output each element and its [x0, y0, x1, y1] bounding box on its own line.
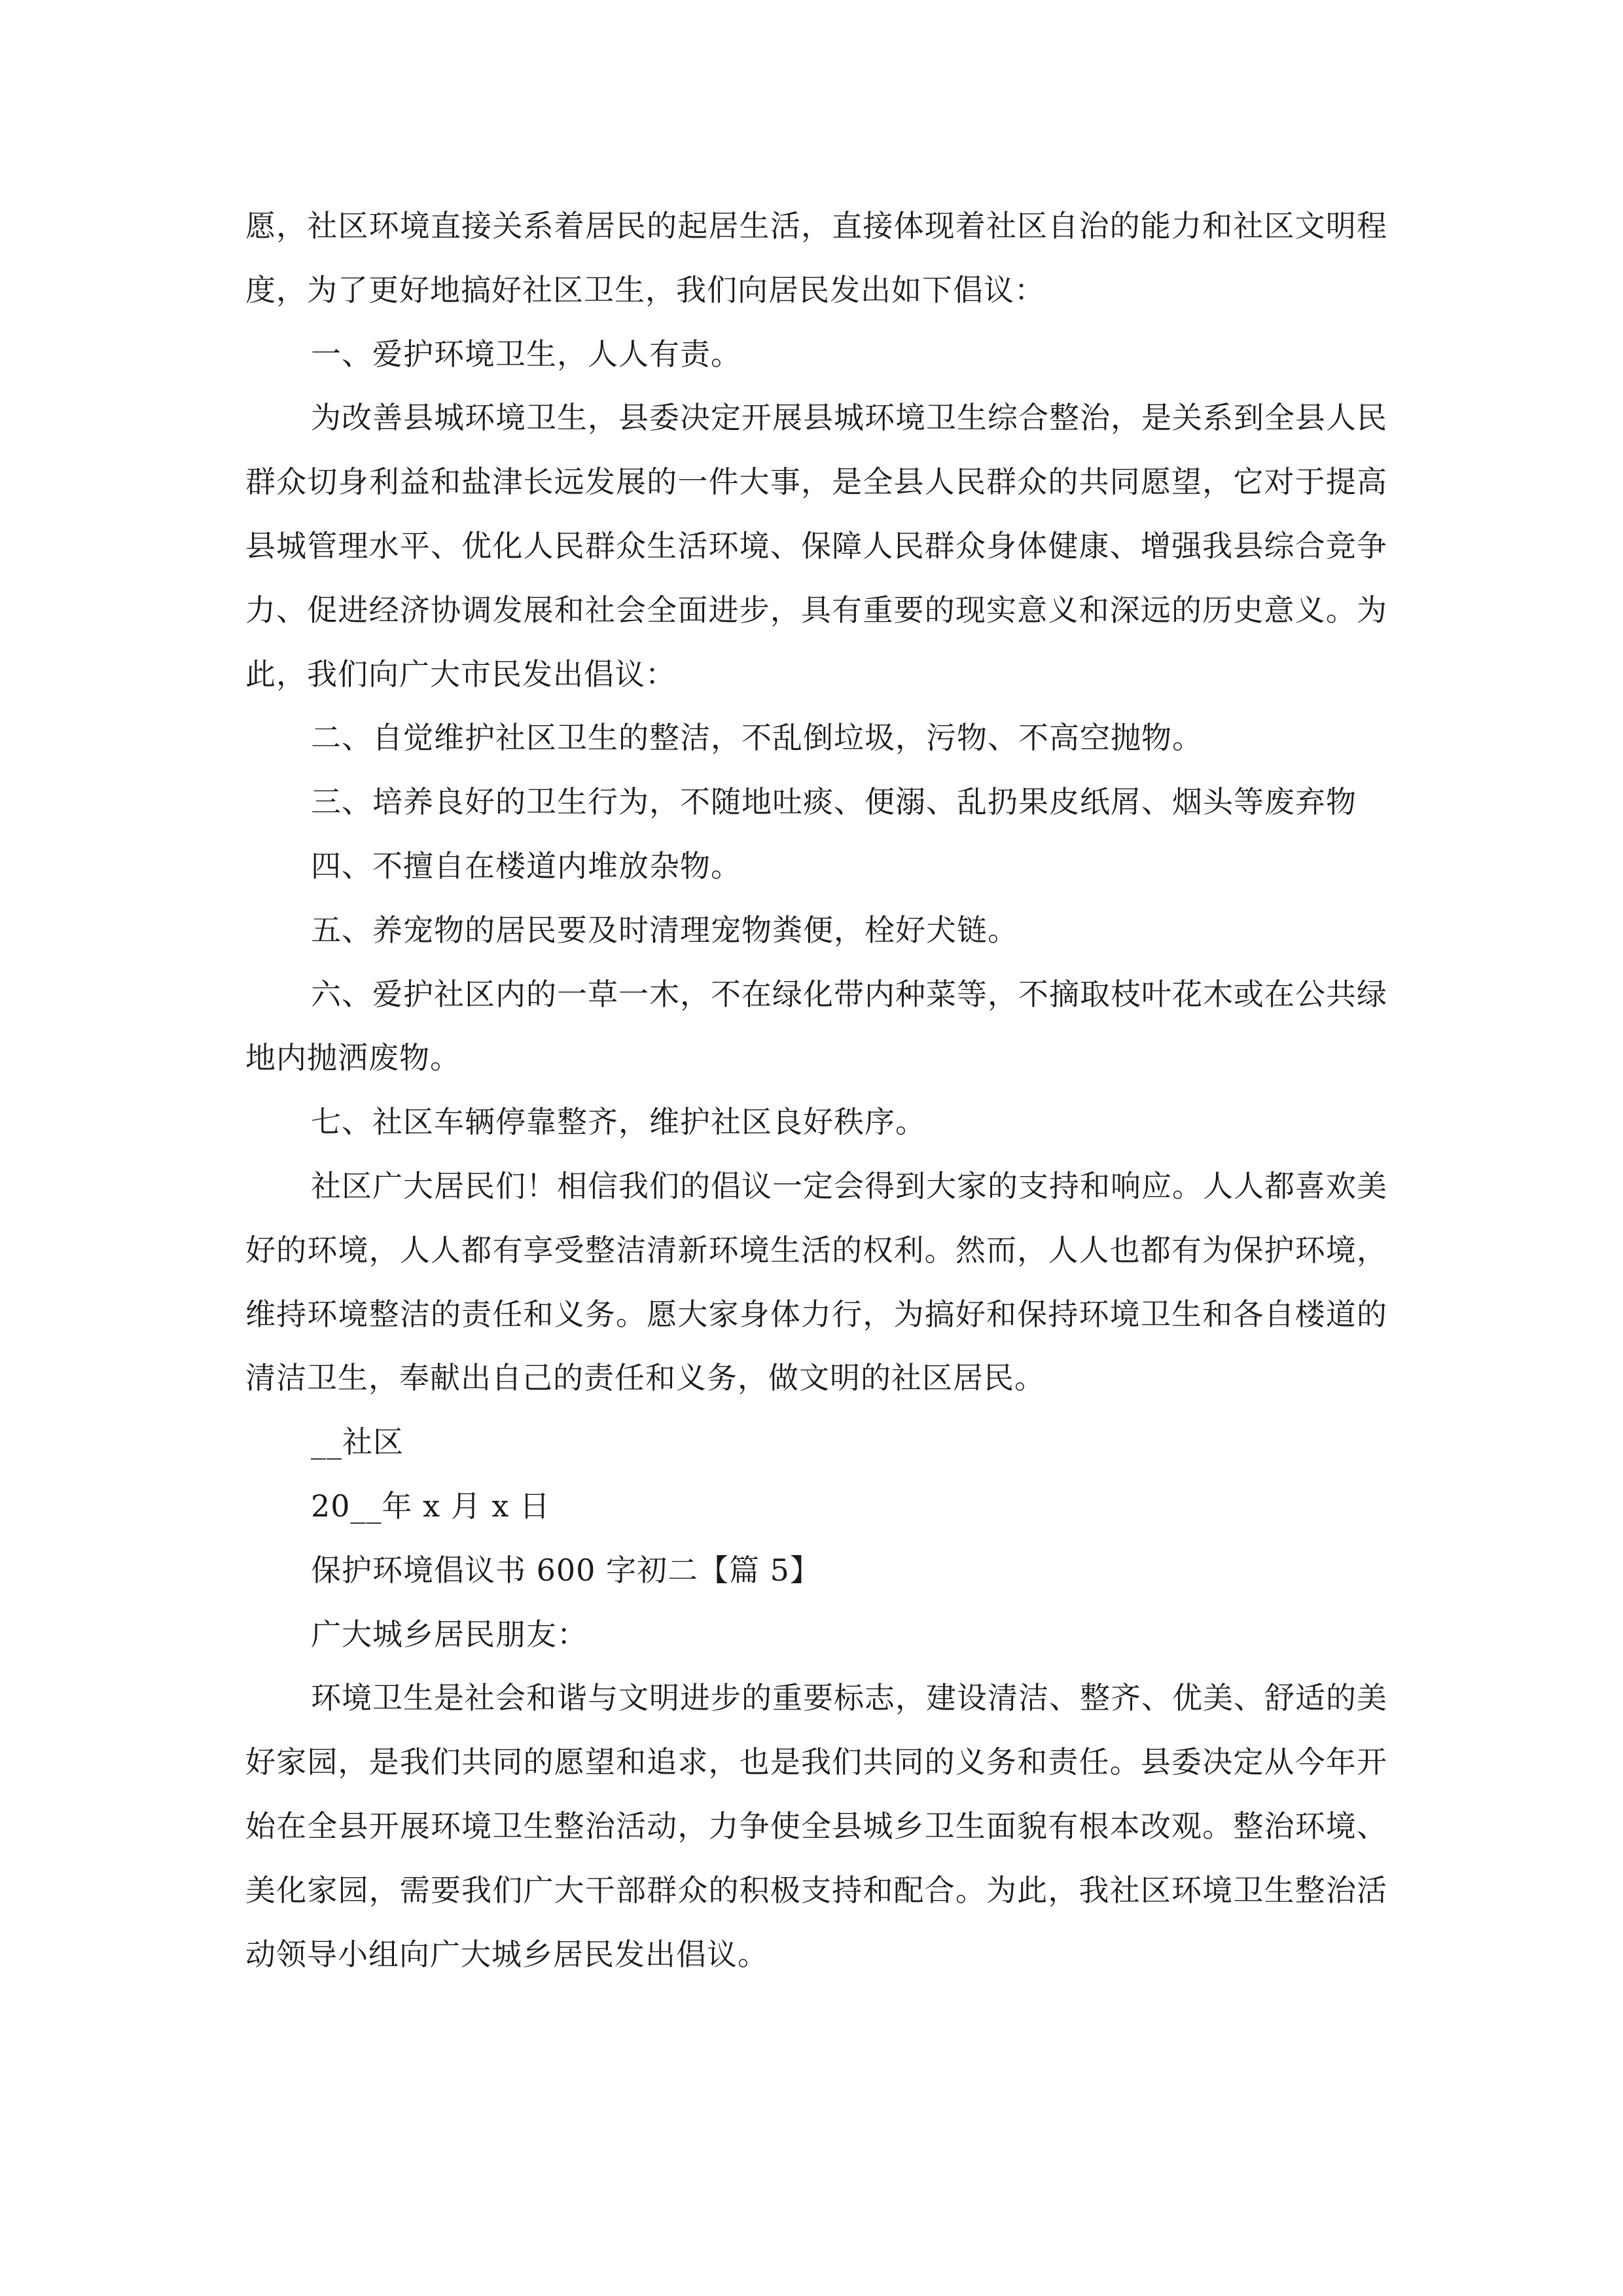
- paragraph-closing-appeal: 社区广大居民们！相信我们的倡议一定会得到大家的支持和响应。人人都喜欢美好的环境，人人都有享受整洁清新环境生活的权利。然而，人人也都有为保护环境，维持环境整洁的责任和义务。愿大家身体力行，为搞好和保持环境卫生和各自楼道的清洁卫生，奉献出自己的责任和义务，做文明的社区居民。: [245, 1168, 1387, 1396]
- proposal-item-6: 六、爱护社区内的一草一木，不在绿化带内种菜等，不摘取枝叶花木或在公共绿地内抛洒废物。: [245, 976, 1387, 1076]
- proposal-item-1: 一、爱护环境卫生，人人有责。: [311, 336, 741, 372]
- paragraph-intro: 环境卫生是社会和谐与文明进步的重要标志，建设清洁、整齐、优美、舒适的美好家园，是我们共同的愿望和追求，也是我们共同的义务和责任。县委决定从今年开始在全县开展环境卫生整治活动，力争使全县城乡卫生面貌有根本改观。整治环境、美化家园，需要我们广大干部群众的积极支持和配合。为此，我社区环境卫生整治活动领导小组向广大城乡居民发出倡议。: [245, 1680, 1387, 1972]
- proposal-item-3: 三、培养良好的卫生行为，不随地吐痰、便溺、乱扔果皮纸屑、烟头等废弃物: [311, 784, 1357, 820]
- signature-date: 20__年 x 月 x 日: [311, 1488, 550, 1524]
- document-body: [245, 194, 1387, 1986]
- proposal-item-2: 二、自觉维护社区卫生的整洁，不乱倒垃圾，污物、不高空抛物。: [311, 720, 1203, 756]
- proposal-item-4: 四、不擅自在楼道内堆放杂物。: [311, 848, 741, 884]
- section-heading: 保护环境倡议书 600 字初二【篇 5】: [311, 1552, 821, 1588]
- proposal-item-5: 五、养宠物的居民要及时清理宠物粪便，栓好犬链。: [311, 912, 1018, 948]
- salutation: 广大城乡居民朋友：: [311, 1616, 588, 1652]
- signature-community: __社区: [311, 1424, 404, 1460]
- paragraph-continuation: 愿，社区环境直接关系着居民的起居生活，直接体现着社区自治的能力和社区文明程度，为了更好地搞好社区卫生，我们向居民发出如下倡议：: [245, 208, 1387, 308]
- paragraph-background: 为改善县城环境卫生，县委决定开展县城环境卫生综合整治，是关系到全县人民群众切身利益和盐津长远发展的一件大事，是全县人民群众的共同愿望，它对于提高县城管理水平、优化人民群众生活环境、保障人民群众身体健康、增强我县综合竞争力、促进经济协调发展和社会全面进步，具有重要的现实意义和深远的历史意义。为此，我们向广大市民发出倡议：: [245, 400, 1387, 692]
- proposal-item-7: 七、社区车辆停靠整齐，维护社区良好秩序。: [311, 1104, 926, 1140]
